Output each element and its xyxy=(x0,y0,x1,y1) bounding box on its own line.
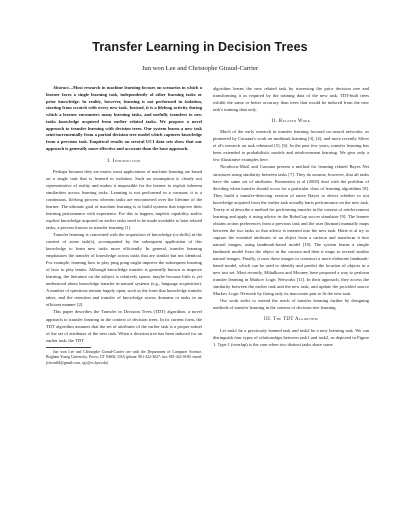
related-paragraph: Much of the early research in transfer learning focused on neural networks, as pioneered by Caruana's work on multitask learning [3], [4], and more recently Silver et al's research on task rehearsal [5], [6]. In the past few years, transfer learning has been extended to probabilistic models and reinforcement learning. We give only a few illustrative examples here. xyxy=(213,129,369,163)
abstract-body: —Most research in machine learning focuses on scenarios in which a learner faces a single learning task, independently of other learning tasks or prior knowledge. In reality, however, learning is not performed in isolation, starting from scratch with every new task. Instead, it is a lifelong activity during which a learner encounters many learning tasks, and usefully transfers to new tasks knowledge acquired from earlier related tasks. We propose a novel approach to transfer learning with decision trees. Our system learns a new task semi-incrementally from a partial decision tree model which captures knowledge from a previous task. Empirical results on several UCI data sets show that our approach is generally more effective and accurate than the base approach. xyxy=(46,85,202,151)
section-heading-tdt-algorithm: III. The TDT Algorithm xyxy=(264,317,318,323)
abstract xyxy=(46,85,202,153)
author-footnote: Jun won Lee and Christophe Giraud-Carrier are with the Department of Computer Science, Brigham Young University, Provo, UT 84602, USA (phone: 801-422-3027; fax: 801-422-0169; email: jvlwon84@gmail.com, cgc@cs.byu.edu) xyxy=(46,349,202,365)
left-column xyxy=(46,85,202,366)
related-paragraph: Our work seeks to extend the reach of transfer learning further by designing methods of transfer learning in the context of decision tree learning. xyxy=(213,298,369,311)
paper-title: Transfer Learning in Decision Trees xyxy=(92,40,308,54)
paper-authors: Jun won Lee and Christophe Giraud-Carrier xyxy=(141,65,259,72)
intro-paragraph: This paper describes the Transfer in Decision Trees (TDT) algorithm, a novel approach to transfer learning in the context of decision trees. In its current form, the TDT algorithm assumes that the set of attributes of the earlier task is a proper subset of the set of attributes of the new task. When a decision tree has been induced for an earlier task, the TDT xyxy=(46,309,202,343)
section-heading-introduction: I. Introduction xyxy=(107,158,141,164)
intro-continuation: algorithm learns the new related task by traversing the prior decision tree and transforming it as required by the training data of the new task. TDT-built trees exhibit the same or better accuracy than trees that would be induced from the new task's training data only. xyxy=(213,86,369,113)
algorithm-paragraph: Let task1 be a previously learned task and task2 be a new learning task. We can distinguish four types of relationships between task1 and task2, as depicted in Figure 1. Type 1 (overlap) is the case when two distinct tasks share some xyxy=(213,327,369,347)
intro-paragraph: Transfer learning is concerned with the acquisition of knowledge (or skills) in the context of some task(s), accompanied by the subsequent application of this knowledge to learn new tasks more efficiently. In general, transfer learning emphasizes the transfer of knowledge across tasks that are similar but not identical. For example, learning how to play ping pong might improve the subsequent learning of how to play tennis. Although knowledge transfer is generally known to improve learning, the literature on the subject is relatively sparse, maybe because little is yet understood about knowledge transfer in natural systems (e.g., language acquisition). A number of questions remain largely open, such as the form that knowledge transfer takes, and the retention and transfer of knowledge across domains or tasks in an efficient manner [2]. xyxy=(46,231,202,308)
intro-paragraph: Perhaps because they are easier, most applications of machine learning are based on a single task that is learned in isolation. Such an assumption is clearly not representative of reality and makes it impossible for the learner to exploit inherent similarities across learning tasks. Learning is not performed in a vacuum; it is a continuous, lifelong process wherein tasks are encountered over the lifetime of the learner. The ultimate goal of machine learning is to build systems that improve their learning performance with experience. For this to happen, implicit capability and/or explicit knowledge acquired on earlier tasks need to be made available to later related tasks, a process known as transfer learning [1]. xyxy=(46,168,202,230)
right-column xyxy=(213,85,369,348)
section-heading-related-work: II. Related Work xyxy=(271,119,311,125)
footnote-divider xyxy=(46,347,91,348)
abstract-lead: Abstract xyxy=(53,85,69,90)
related-paragraph: Niculescu-Mizil and Caruana present a method for learning related Bayes Net structures using similarity between tasks [7]. They do assume, however, that all tasks have the same set of attributes. Rosenstein et al (2005) deal with the problem of deciding when transfer should occur for a particular class of learning algorithms [8]. They build a transfer-detecting version of naive Bayes to detect whether or not knowledge acquired from the earlier task actually hurts performance on the new task. Torrey et al describe a method for performing transfer in the context of reinforcement learning and apply it using advice in the RoboCup soccer simulator [9]. The learner obtains action preferences from a previous task and the user (human) manually maps between the two tasks so that advice is inserted into the new task. Hutte et al try to capture the essential attributes of an object from a cartoon and transform it into natural images, using landmark-based model [10]. The system learns a simple landmark model from the object in the cartoon and then it maps to several similar natural images. Finally, it uses these images to construct a more elaborate landmark-based model, which can be used to identify and predict the location of objects in a new test set. Most recently, Mihalkova and Mooney have proposed a way to perform transfer learning in Markov Logic Networks [11]. In their approach, they access the similarity between the earlier task and the new task, and update the provided source Markov Logic Network by fixing only its inaccurate part to fit the new task. xyxy=(213,164,369,297)
